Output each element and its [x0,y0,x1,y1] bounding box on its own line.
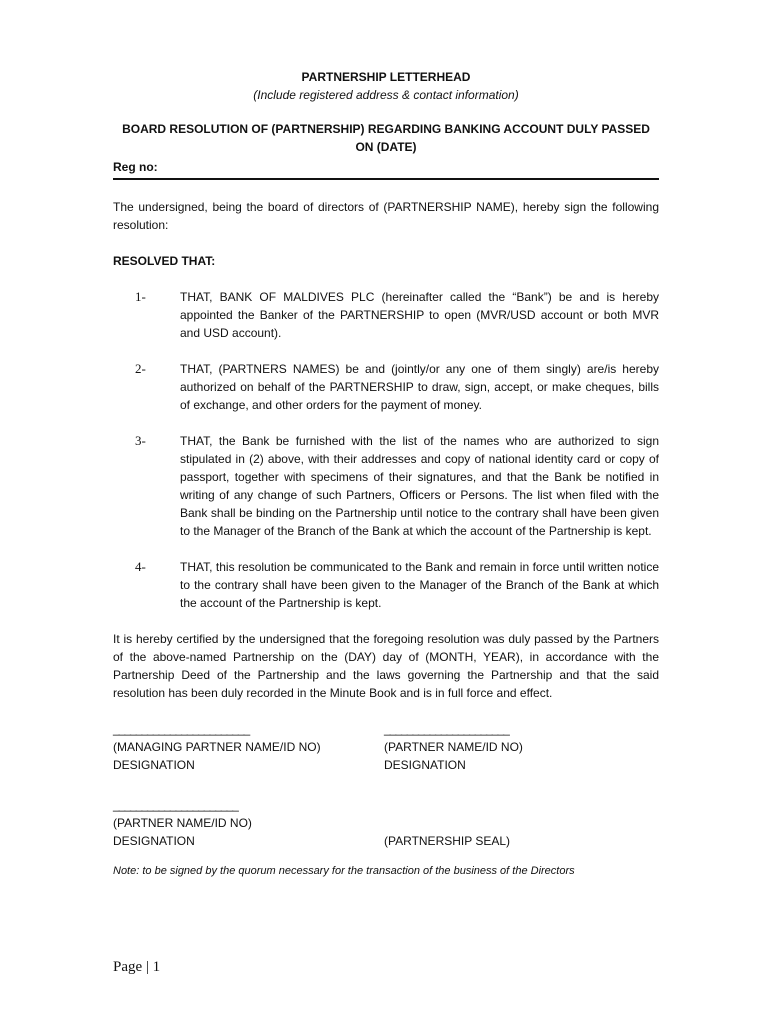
certification-paragraph: It is hereby certified by the undersigned that the foregoing resolution was duly passed by the Partners of the above-named Partnership on the (DAY) day of (MONTH, YEAR), in accordance with the Partnership Deed of the Partnership and the laws governing the Partnership and that the said resolution has been duly recorded in the Minute Book and is in full force and effect. [113,632,659,700]
item-text: THAT, BANK OF MALDIVES PLC (hereinafter called the “Bank”) be and is hereby appointed the Banker of the PARTNERSHIP to open (MVR/USD account or both MVR and USD account). [180,290,659,340]
item-number: 4- [135,559,146,574]
resolution-items [113,288,659,612]
item-text: THAT, this resolution be communicated to the Bank and remain in force until written notice to the contrary shall have been given to the Manager of the Branch of the Bank at which the account of the Partnership is kept. [180,560,659,610]
item-text: THAT, the Bank be furnished with the list of the names who are authorized to sign stipulated in (2) above, with their addresses and copy of national identity card or copy of passport, together with specimens of their signatures, and that the Bank be notified in writing of any change of such Partners, Officers or Persons. The list when filed with the Bank shall be binding on the Partnership until notice to the contrary shall have been given to the Manager of the Branch of the Bank at which the account of the Partnership is kept. [180,434,659,538]
resolved-heading: RESOLVED THAT: [113,254,216,268]
partner-name: (PARTNER NAME/ID NO) [384,740,523,754]
resolution-item [113,432,659,540]
resolution-item [113,288,659,342]
item-text: THAT, (PARTNERS NAMES) be and (jointly/or any one of them singly) are/is hereby authorized on behalf of the PARTNERSHIP to draw, sign, accept, or make cheques, bills of exchange, and other orders for the payment of money. [180,362,659,412]
signature-line: ________________________ [113,722,250,736]
partner-name: (PARTNER NAME/ID NO) [113,816,252,830]
managing-partner-name: (MANAGING PARTNER NAME/ID NO) [113,740,321,754]
resolution-item [113,360,659,414]
managing-partner-signature [113,720,321,774]
page-number: Page | 1 [113,959,161,975]
signature-area [113,720,659,848]
signature-line: ______________________ [384,722,509,736]
resolution-item [113,558,659,612]
item-number: 3- [135,433,146,448]
document-page [113,68,659,880]
partner-signature-1 [384,720,523,774]
item-number: 2- [135,361,146,376]
quorum-note: Note: to be signed by the quorum necessary for the transaction of the business of the Directors [113,865,575,877]
partner-signature-2 [113,796,252,850]
intro-paragraph: The undersigned, being the board of directors of (PARTNERSHIP NAME), hereby sign the following resolution: [113,200,659,232]
partnership-seal: (PARTNERSHIP SEAL) [384,834,511,848]
item-number: 1- [135,289,146,304]
letterhead-subtitle: (Include registered address & contact information) [253,88,519,102]
letterhead-title: PARTNERSHIP LETTERHEAD [301,70,471,84]
reg-no-label: Reg no: [113,158,659,180]
resolution-title: BOARD RESOLUTION OF (PARTNERSHIP) REGARDING BANKING ACCOUNT DULY PASSED ON (DATE) [122,122,650,154]
partner-designation: DESIGNATION [384,758,466,772]
managing-partner-designation: DESIGNATION [113,758,195,772]
signature-line: ______________________ [113,798,238,812]
partner-designation: DESIGNATION [113,834,195,848]
